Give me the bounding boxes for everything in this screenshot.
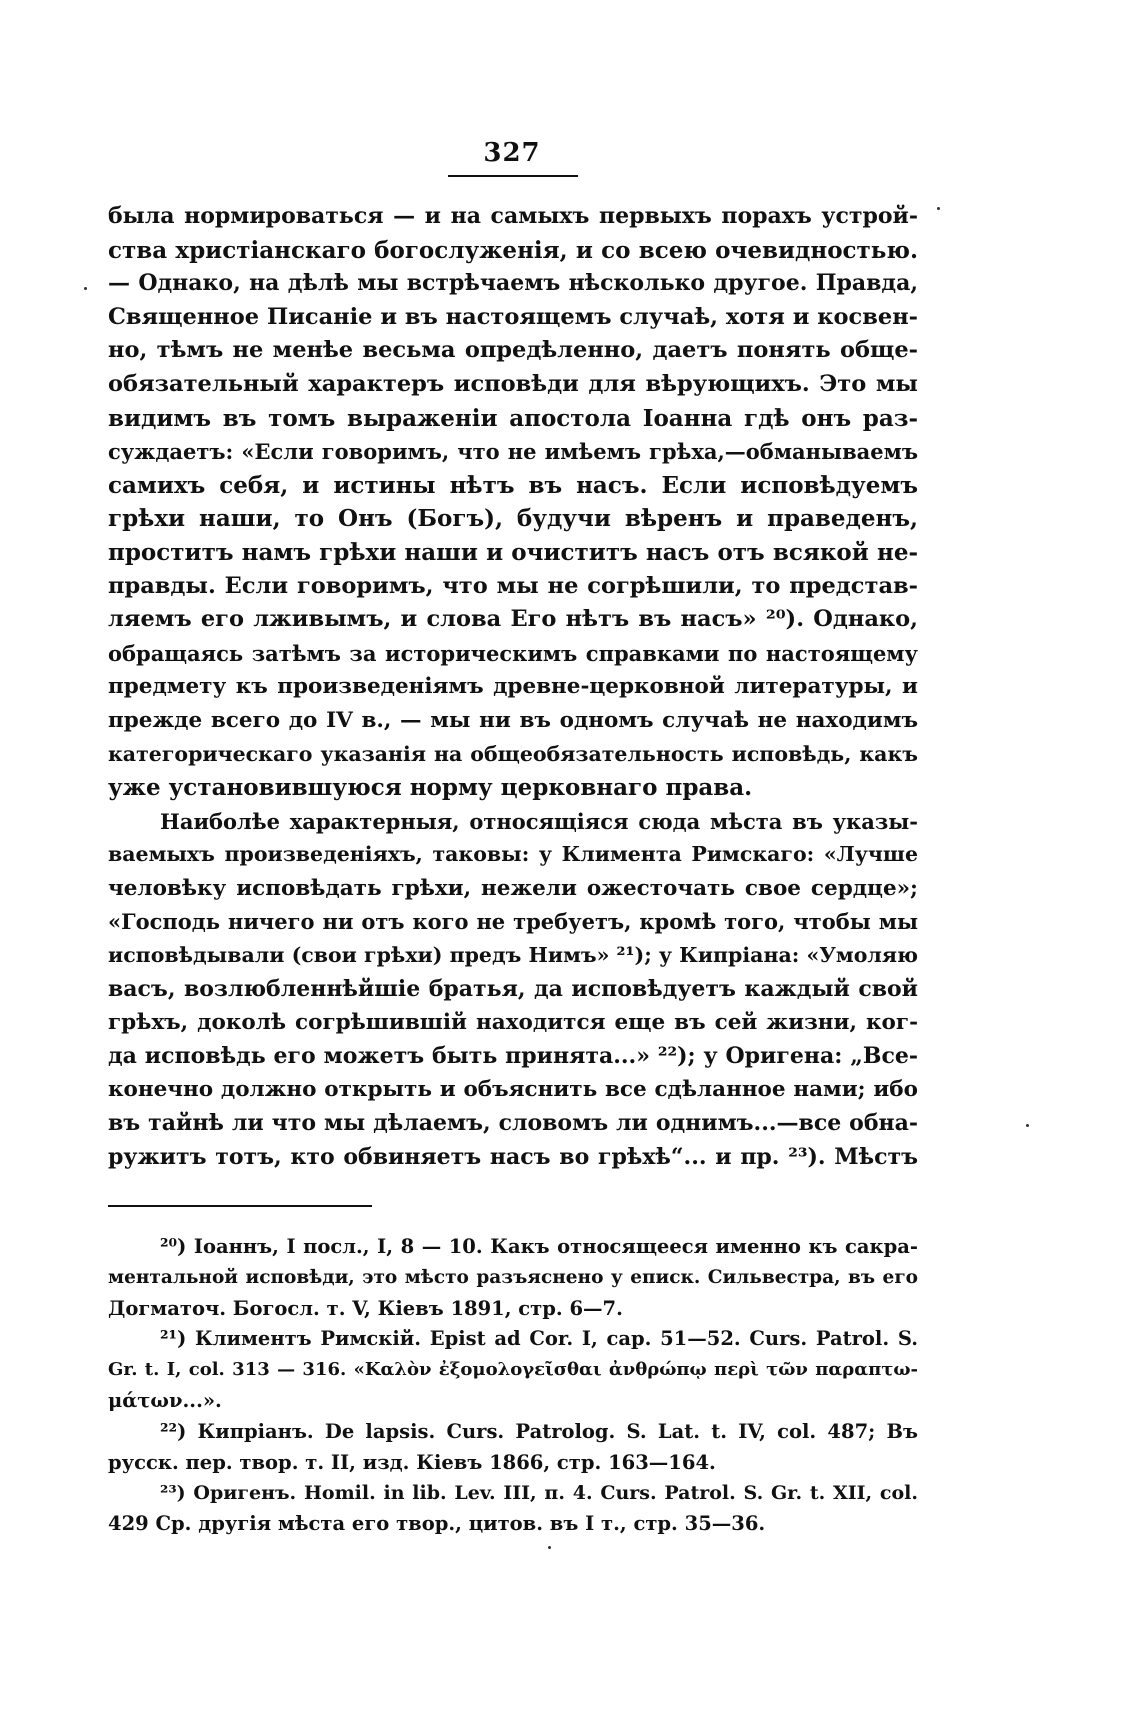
text-line: видимъ въ томъ выраженіи апостола Іоанна гдѣ онъ раз- [108, 404, 918, 432]
footnote-line: ²³) Оригенъ. Homil. in lib. Lev. III, п. 4. Curs. Patrol. S. Gr. t. XII, col. [160, 1482, 918, 1505]
footnote-line: ²¹) Климентъ Римскій. Epist ad Cor. I, cap. 51—52. Curs. Patrol. S. [160, 1327, 918, 1351]
text-line: самихъ себя, и истины нѣтъ въ насъ. Если исповѣдуемъ [108, 471, 918, 499]
footnotes [108, 1232, 918, 1540]
main-text [108, 200, 918, 1174]
text-line: проститъ намъ грѣхи наши и очиститъ насъ отъ всякой не- [108, 538, 918, 566]
footnote-line: Догматоч. Богосл. т. V, Кіевъ 1891, стр. 6—7. [108, 1296, 623, 1320]
text-line: суждаетъ: «Если говоримъ, что не имѣемъ грѣха,—обманываемъ [108, 439, 918, 465]
text-line: ляемъ его лживымъ, и слова Его нѣтъ въ насъ» ²⁰). Однако, [108, 606, 918, 633]
footnote-line: Gr. t. I, col. 313 — 316. «Καλὸν ἐξομολογεῖσθαι ἀνθρώπῳ περὶ τῶν παραπτω- [108, 1359, 918, 1381]
footnote-line: русск. пер. твор. т. II, изд. Кіевъ 1866, стр. 163—164. [108, 1450, 716, 1474]
page-number: 327 [483, 138, 541, 168]
text-line: «Господь ничего ни отъ кого не требуетъ, кромѣ того, чтобы мы [108, 909, 918, 935]
text-line: категорическаго указанія на общеобязательность исповѣдь, какъ [108, 741, 918, 766]
text-line: обращаясь затѣмъ за историческимъ справками по настоящему [108, 640, 918, 666]
footnote-line: ментальной исповѣди, это мѣсто разъяснено у еписк. Сильвестра, въ его [108, 1266, 918, 1288]
print-speck [937, 207, 940, 210]
text-line: прежде всего до IV в., — мы ни въ одномъ случаѣ не находимъ [108, 707, 918, 733]
print-speck [548, 1546, 551, 1549]
text-line: грѣхъ, доколѣ согрѣшившій находится еще въ сей жизни, ког- [108, 1010, 918, 1036]
text-line: ружитъ тотъ, кто обвиняетъ насъ во грѣхѣ“... и пр. ²³). Мѣстъ [108, 1143, 918, 1170]
text-line: уже установившуюся норму церковнаго права. [108, 774, 753, 802]
print-speck [84, 287, 87, 290]
text-line: обязательный характеръ исповѣди для вѣрующихъ. Это мы [108, 370, 918, 397]
text-line: конечно должно открыть и объяснить все сдѣланное нами; ибо [108, 1077, 918, 1103]
text-line: ства христіанскаго богослуженія, и со всею очевидностью. [108, 236, 918, 264]
text-line: ваемыхъ произведеніяхъ, таковы: у Климента Римскаго: «Лучше [108, 842, 918, 867]
text-line: грѣхи наши, то Онъ (Богъ), будучи вѣренъ и праведенъ, [108, 505, 918, 533]
text-line: но, тѣмъ не менѣе весьма опредѣленно, даетъ понять обще- [108, 337, 918, 364]
text-line: Священное Писаніе и въ настоящемъ случаѣ, хотя и косвен- [108, 303, 918, 330]
text-line: человѣку исповѣдать грѣхи, нежели ожесточать свое сердце»; [108, 875, 918, 901]
text-line: предмету къ произведеніямъ древне-церковной литературы, и [108, 674, 918, 700]
text-line: была нормироваться — и на самыхъ первыхъ порахъ устрой- [108, 203, 918, 229]
footnote-rule [108, 1205, 372, 1207]
footnote-line: 429 Ср. другія мѣста его твор., цитов. въ I т., стр. 35—36. [108, 1512, 766, 1536]
print-speck [1026, 1124, 1029, 1127]
footnote-line: μάτων...». [108, 1388, 222, 1412]
text-line: васъ, возлюбленнѣйшіе братья, да исповѣдуетъ каждый свой [108, 975, 918, 1002]
footnote-line: ²⁰) Іоаннъ, I посл., I, 8 — 10. Какъ относящееся именно къ сакра- [160, 1235, 918, 1258]
text-line: — Однако, на дѣлѣ мы встрѣчаемъ нѣсколько другое. Правда, [108, 270, 918, 297]
header-rule [448, 175, 578, 177]
footnote-line: ²²) Кипріанъ. De lapsis. Curs. Patrolog. S. Lat. t. IV, col. 487; Въ [160, 1419, 918, 1443]
paragraph-first-line: Наиболѣе характерныя, относящіяся сюда мѣста въ указы- [160, 808, 918, 834]
text-line: исповѣдывали (свои грѣхи) предъ Нимъ» ²¹); у Кипріана: «Умоляю [108, 943, 918, 968]
text-line: правды. Если говоримъ, что мы не согрѣшили, то представ- [108, 572, 918, 599]
text-line: въ тайнѣ ли что мы дѣлаемъ, словомъ ли однимъ...—все обна- [108, 1110, 918, 1137]
text-line: да исповѣдь его можетъ быть принята...» ²²); у Оригена: „Все- [108, 1042, 918, 1069]
